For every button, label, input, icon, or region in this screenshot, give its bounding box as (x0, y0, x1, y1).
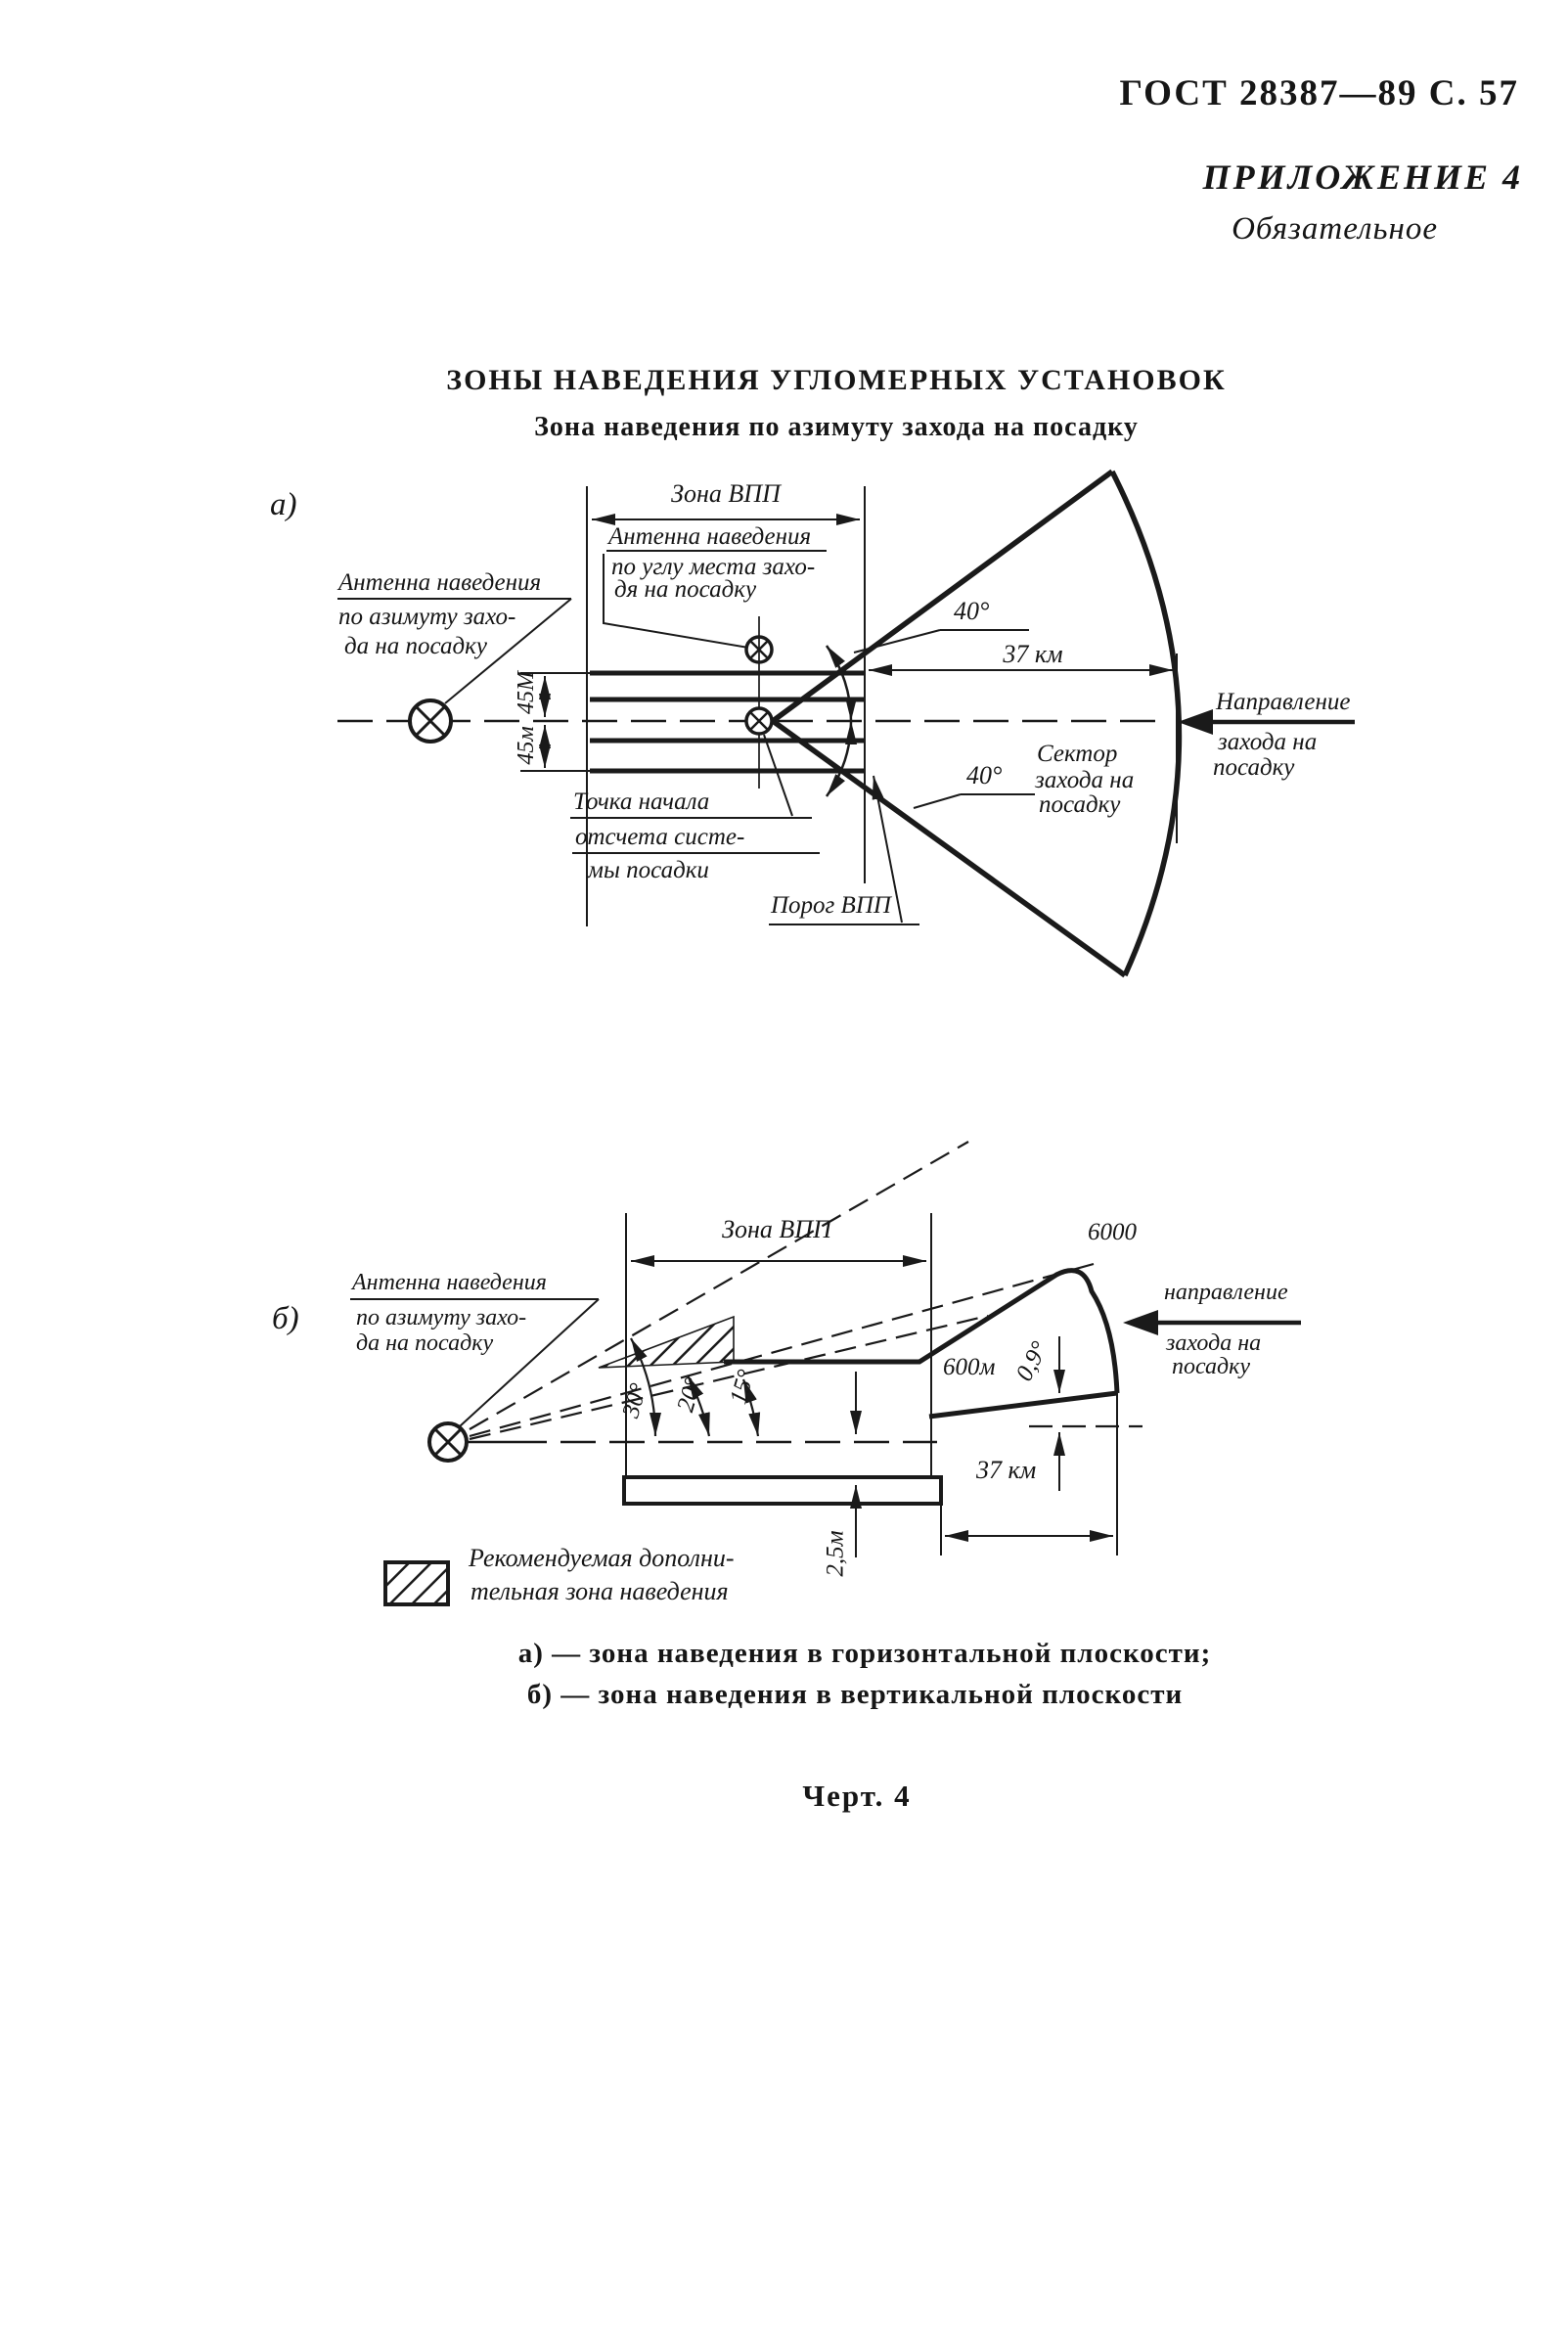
angle-09: 0,9° (1010, 1337, 1053, 1386)
reference-point-label: Точка начала (573, 789, 710, 815)
zone-vpp-label-a: Зона ВПП (671, 479, 781, 508)
caption-b: б) — зона наведения в вертикальной плоскости (526, 1679, 1184, 1710)
appendix-title: ПРИЛОЖЕНИЕ 4 (1202, 158, 1523, 197)
angle-arc-upper (827, 646, 851, 721)
altitude-600m: 600м (943, 1354, 996, 1380)
legend-label: тельная зона наведения (470, 1577, 729, 1605)
sector-label: захода на (1035, 767, 1135, 793)
angle-arc-lower (827, 721, 851, 796)
reference-point-label: мы посадки (588, 857, 709, 883)
standard-number: ГОСТ 28387—89 С. 57 (1119, 73, 1519, 113)
angle-15: 15° (725, 1367, 760, 1408)
direction-label-a: Направление (1216, 689, 1351, 715)
diagram-a-tag: а) (270, 487, 297, 522)
direction-label-b: направление (1164, 1280, 1288, 1305)
altitude-6000: 6000 (1088, 1219, 1137, 1245)
elevation-antenna-label: Антенна наведения (608, 523, 812, 550)
angle-40-lower: 40° (966, 761, 1003, 789)
azimuth-antenna-icon-b (429, 1423, 467, 1461)
width-45-upper: 45М (514, 671, 540, 714)
reference-point-icon (746, 708, 772, 734)
height-25m: 2,5м (822, 1530, 849, 1577)
direction-label-b: захода на (1166, 1330, 1262, 1356)
figure-caption: Черт. 4 (802, 1779, 912, 1813)
legend-label: Рекомендуемая дополни- (469, 1544, 735, 1572)
page-title: ЗОНЫ НАВЕДЕНИЯ УГЛОМЕРНЫХ УСТАНОВОК (446, 364, 1227, 396)
sector-label: посадку (1039, 791, 1121, 818)
elevation-antenna-label: дя на посадку (614, 576, 757, 603)
angle-30: 30° (617, 1380, 652, 1421)
angle-top-leader (854, 630, 940, 653)
zone-vpp-label-b: Зона ВПП (722, 1215, 831, 1243)
legend-hatch-swatch (385, 1562, 448, 1604)
threshold-label: Порог ВПП (771, 892, 891, 919)
azimuth-antenna-label-a: да на посадку (344, 633, 487, 659)
direction-label-a: захода на (1218, 729, 1318, 755)
direction-arrow-head-b (1123, 1310, 1158, 1335)
width-45-lower: 45м (514, 726, 540, 765)
caption-a: а) — зона наведения в горизонтальной плоскости; (517, 1638, 1212, 1669)
refpoint-label-leader (764, 735, 792, 816)
angle-20: 20° (672, 1375, 707, 1416)
zone-lower-boundary (929, 1393, 1117, 1417)
azimuth-antenna-label-b: Антенна наведения (352, 1270, 547, 1295)
elevation-fan-lines (470, 1142, 1094, 1439)
azimuth-antenna-icon (410, 700, 451, 742)
appendix-note: Обязательное (1232, 211, 1438, 247)
range-37km-b: 37 км (976, 1456, 1037, 1484)
direction-arrow-head (1178, 709, 1213, 735)
elevation-antenna-label: по углу места захо- (611, 554, 816, 580)
azimuth-antenna-label-a: Антенна наведения (338, 569, 542, 596)
direction-label-b: посадку (1172, 1354, 1251, 1379)
diagram-b-tag: б) (272, 1301, 299, 1336)
angle-bottom-leader (914, 794, 961, 808)
page-subtitle: Зона наведения по азимуту захода на посадку (534, 412, 1139, 442)
sector-label: Сектор (1037, 741, 1118, 767)
angle-40-upper: 40° (954, 597, 990, 625)
reference-point-label: отсчета систе- (575, 824, 745, 850)
azimuth-antenna-label-b: по азимуту захо- (356, 1305, 527, 1330)
azimuth-antenna-label-a: по азимуту захо- (338, 604, 516, 630)
zone-upper-boundary (724, 1271, 1117, 1393)
direction-label-a: посадку (1213, 754, 1295, 781)
range-37km-a: 37 км (1003, 640, 1063, 668)
runway-strip-b (624, 1477, 941, 1504)
azimuth-antenna-label-b: да на посадку (356, 1330, 494, 1356)
